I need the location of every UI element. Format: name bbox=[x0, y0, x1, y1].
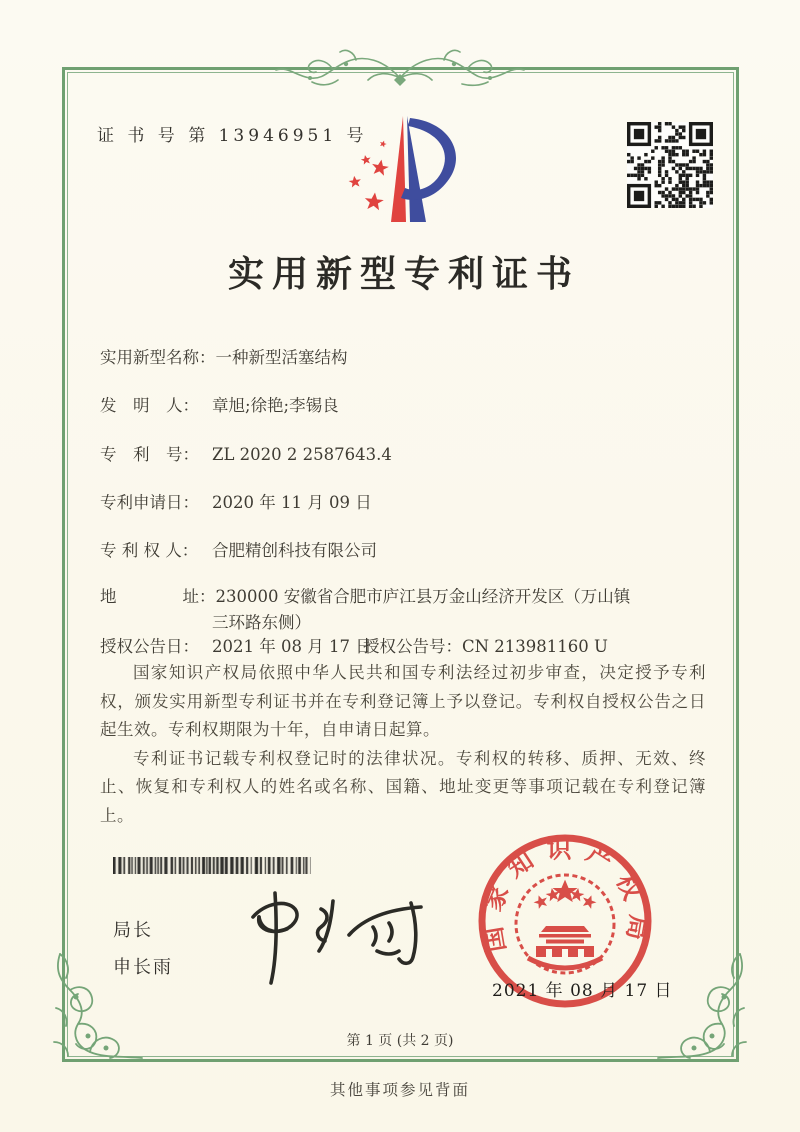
seal-date: 2021 年 08 月 17 日 bbox=[492, 981, 673, 1001]
field-value: 2021 年 08 月 17 日 bbox=[212, 637, 372, 656]
legal-paragraph-2: 专利证书记载专利权登记时的法律状况。专利权的转移、质押、无效、终止、恢复和专利权人的姓名或名称、国籍、地址变更等事项记载在专利登记簿上。 bbox=[100, 748, 706, 825]
field-label: 专 利 权 人： bbox=[100, 541, 199, 560]
top-flourish-ornament bbox=[272, 38, 528, 92]
field-value: CN 213981160 U bbox=[462, 637, 608, 656]
field-row-patent-number bbox=[100, 441, 392, 465]
field-row-grant-date bbox=[100, 633, 372, 657]
field-row-utility-model-name bbox=[100, 344, 348, 368]
field-row-patentee bbox=[100, 537, 377, 561]
field-row-grant-number bbox=[363, 633, 608, 657]
bottom-right-flourish-ornament bbox=[654, 952, 754, 1072]
field-row-inventors bbox=[100, 392, 339, 416]
back-note: 其他事项参见背面 bbox=[329, 1081, 470, 1099]
field-value: 2020 年 11 月 09 日 bbox=[212, 493, 372, 512]
certificate-title: 实用新型专利证书 bbox=[227, 253, 580, 295]
legal-paragraph-1: 国家知识产权局依照中华人民共和国专利法经过初步审查，决定授予专利权，颁发实用新型专利证书并在专利登记簿上予以登记。专利权自授权公告之日起生效。专利权期限为十年，自申请日起算。 bbox=[100, 663, 706, 739]
field-label: 实用新型名称： bbox=[100, 348, 216, 367]
field-label: 授权公告日： bbox=[100, 637, 199, 656]
cnipa-logo-icon bbox=[333, 110, 478, 240]
seal-text: 国家知识产权局 bbox=[476, 834, 654, 955]
address-line-2: 三环路东侧） bbox=[212, 613, 311, 632]
field-label: 地 址： bbox=[100, 587, 216, 606]
field-label: 专利申请日： bbox=[100, 493, 199, 512]
field-row-address bbox=[100, 583, 630, 607]
director-block bbox=[113, 912, 173, 986]
page-number: 第 1 页 (共 2 页) bbox=[346, 1033, 454, 1049]
field-value: 合肥精创科技有限公司 bbox=[212, 541, 377, 560]
field-value: 章旭;徐艳;李锡良 bbox=[212, 396, 339, 415]
director-title: 局长 bbox=[113, 920, 153, 940]
legal-text bbox=[100, 659, 706, 830]
field-value: 230000 安徽省合肥市庐江县万金山经济开发区（万山镇 bbox=[215, 587, 631, 606]
director-name: 申长雨 bbox=[113, 957, 173, 977]
field-row-filing-date bbox=[100, 489, 372, 513]
field-value: 一种新型活塞结构 bbox=[215, 348, 348, 367]
field-label: 专 利 号： bbox=[100, 445, 199, 464]
qr-code-icon bbox=[627, 122, 713, 208]
field-value: ZL 2020 2 2587643.4 bbox=[212, 445, 392, 464]
director-signature bbox=[215, 865, 445, 995]
field-label: 发 明 人： bbox=[100, 396, 199, 415]
certificate-number: 证 书 号 第 13946951 号 bbox=[97, 126, 368, 146]
field-label: 授权公告号： bbox=[363, 637, 462, 656]
